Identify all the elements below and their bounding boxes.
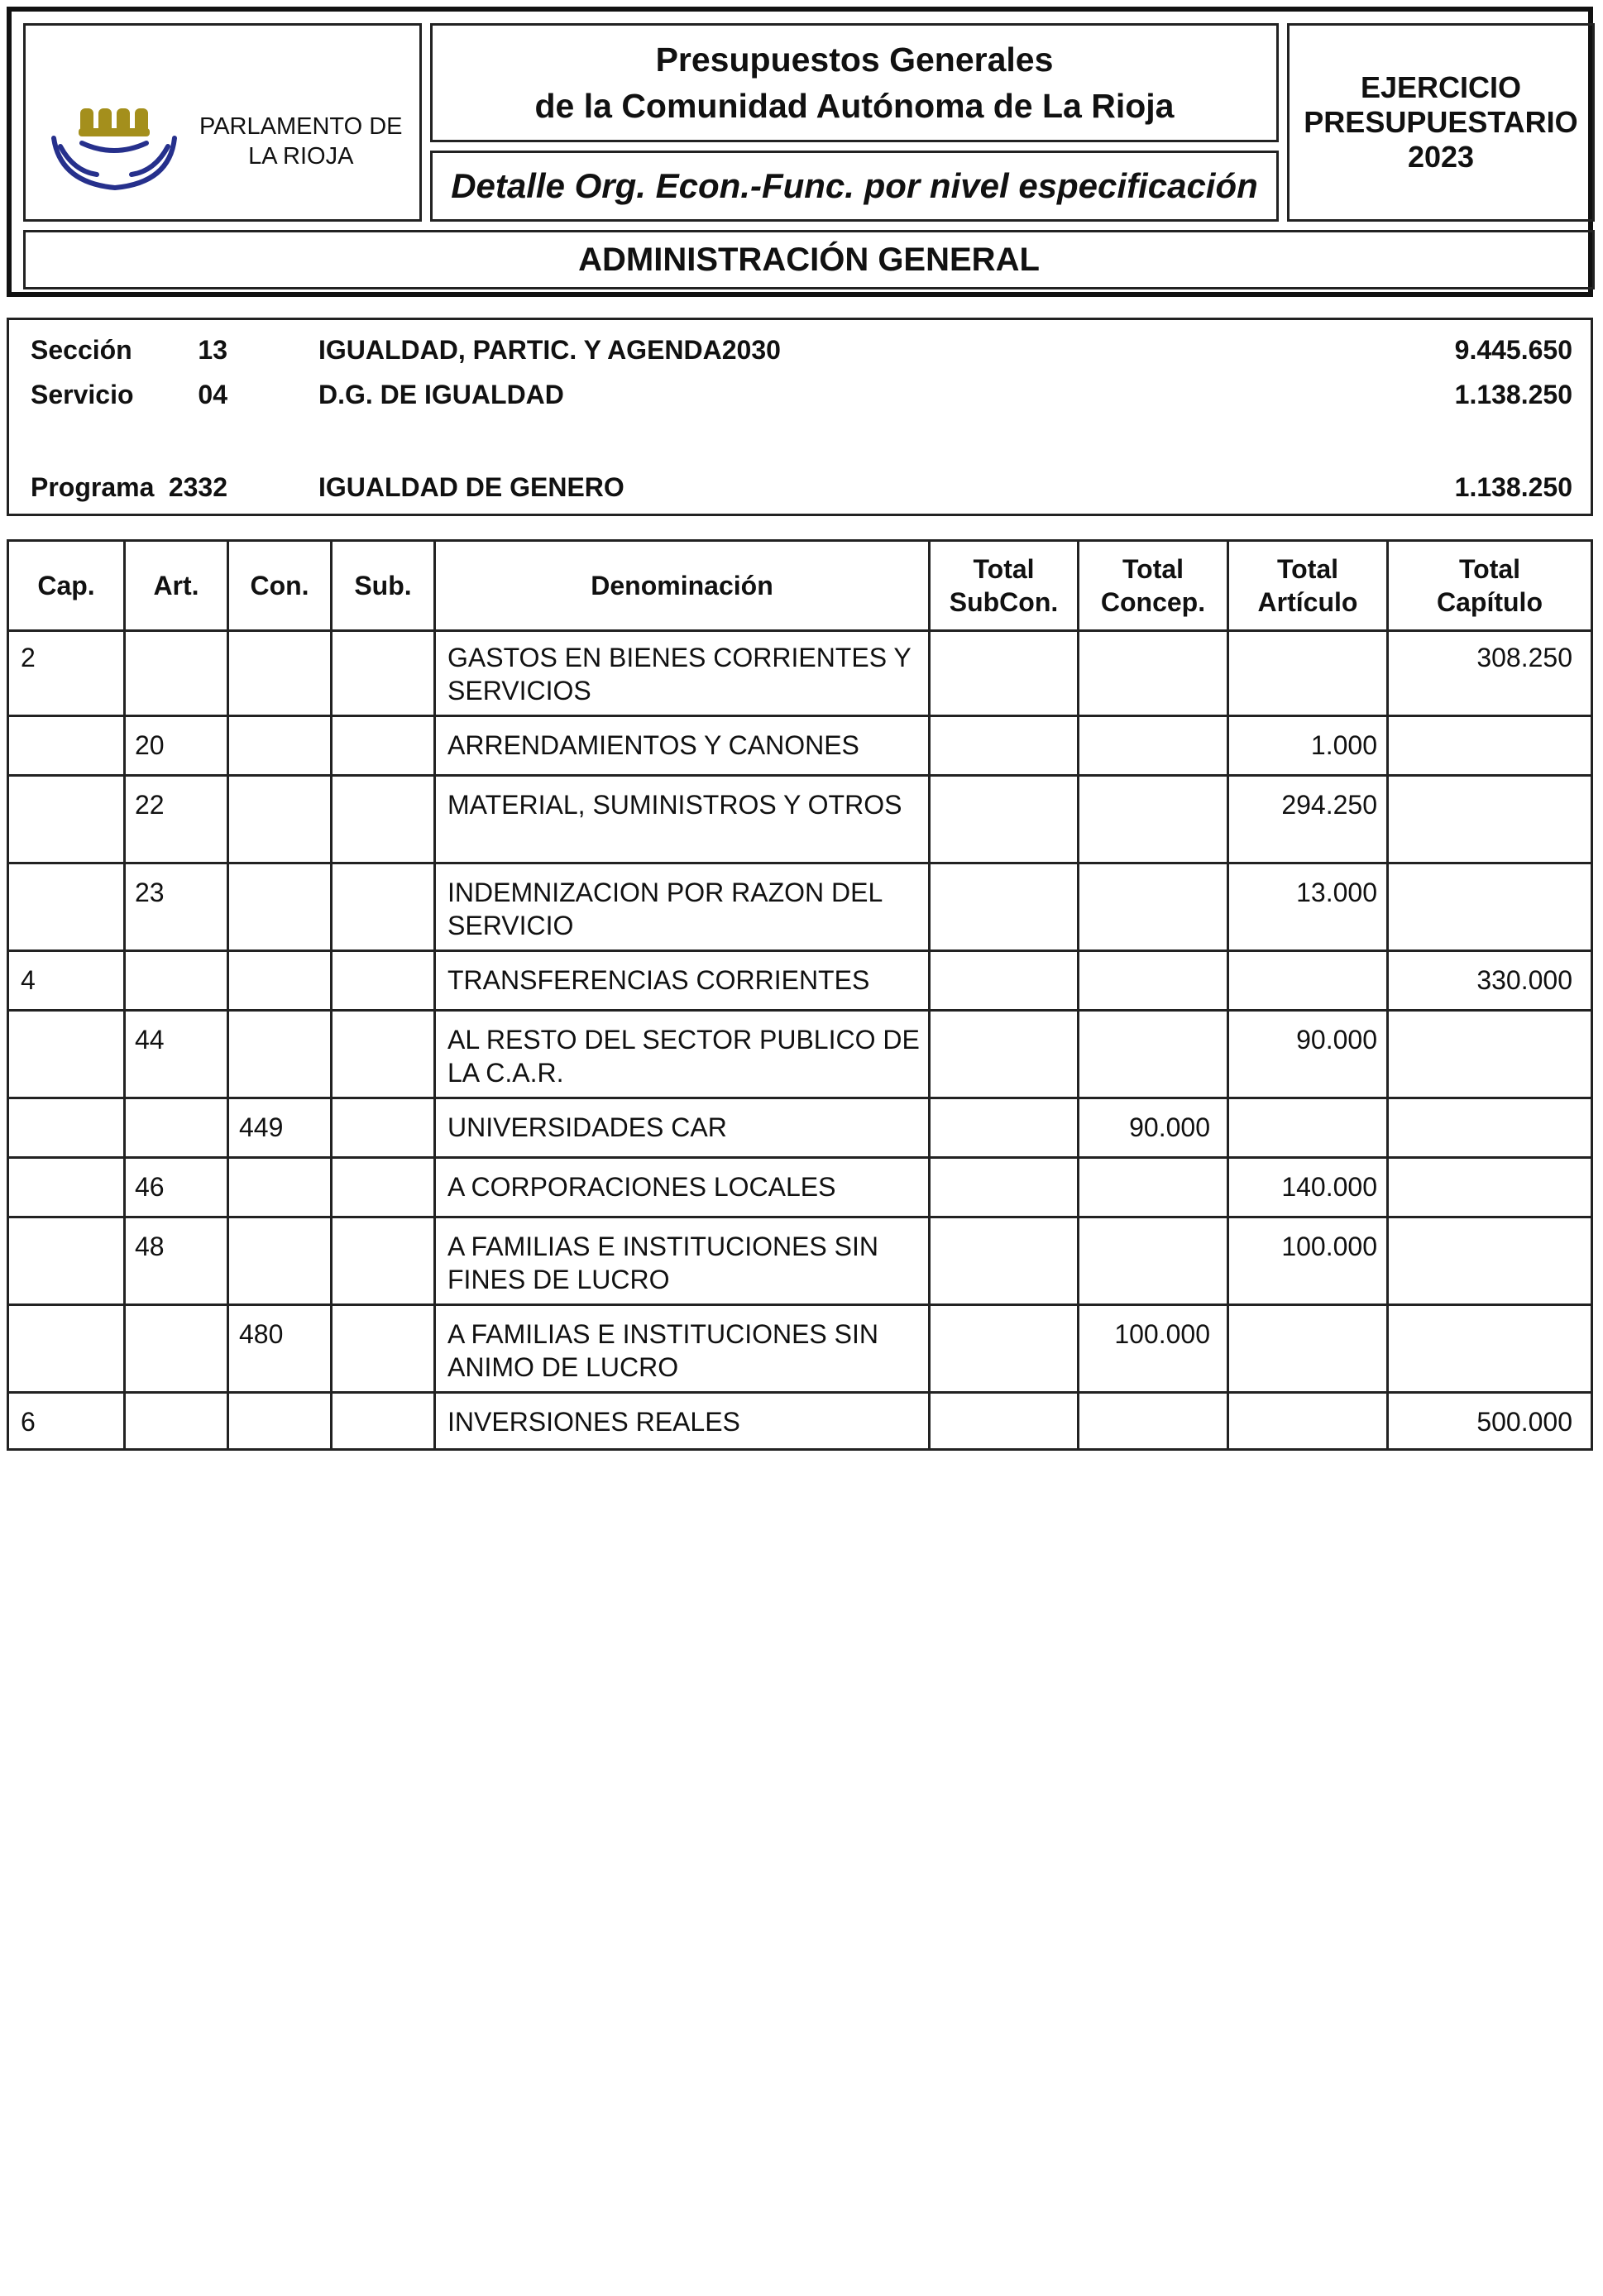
table-row <box>9 717 1591 777</box>
cell-denominacion: TRANSFERENCIAS CORRIENTES <box>447 965 870 995</box>
logo-text-line1: PARLAMENTO DE <box>199 113 403 140</box>
parliament-logo <box>49 88 198 196</box>
cell-art: 20 <box>135 730 165 760</box>
header-cap: Cap. <box>37 571 95 600</box>
header-total-articulo-line2: Artículo <box>1257 587 1358 617</box>
year-line1: EJERCICIO <box>1360 70 1522 104</box>
cell-cap: 2 <box>21 643 36 672</box>
title-box <box>430 23 1279 142</box>
table-row <box>9 1012 1591 1099</box>
cell-art: 46 <box>135 1172 165 1202</box>
table-row <box>9 1159 1591 1218</box>
cell-denominacion: A FAMILIAS E INSTITUCIONES SIN ANIMO DE LUCRO <box>447 1319 878 1382</box>
cell-total-articulo: 90.000 <box>1296 1025 1377 1055</box>
title-line1: Presupuestos Generales <box>655 41 1054 79</box>
table-row <box>9 952 1591 1012</box>
header-total-capitulo-line2: Capítulo <box>1437 587 1543 617</box>
servicio-name: D.G. DE IGUALDAD <box>318 380 564 409</box>
cell-art: 48 <box>135 1232 165 1261</box>
table-row <box>9 1306 1591 1394</box>
servicio-label: Servicio <box>31 380 134 409</box>
header-total-concep <box>1079 542 1227 629</box>
table-header <box>9 542 1591 632</box>
cell-denominacion: INDEMNIZACION POR RAZON DEL SERVICIO <box>447 878 883 940</box>
cell-denominacion: A FAMILIAS E INSTITUCIONES SIN FINES DE LUCRO <box>447 1232 878 1294</box>
admin-title: ADMINISTRACIÓN GENERAL <box>23 230 1595 289</box>
table-row <box>9 1218 1591 1306</box>
cell-total-articulo: 1.000 <box>1310 730 1377 760</box>
cell-total-articulo: 140.000 <box>1281 1172 1377 1202</box>
title-line2: de la Comunidad Autónoma de La Rioja <box>534 87 1175 125</box>
header-total-subcon <box>931 542 1077 629</box>
seccion-code: 13 <box>198 335 227 365</box>
cell-denominacion: AL RESTO DEL SECTOR PUBLICO DE LA C.A.R. <box>447 1025 920 1088</box>
cell-art: 23 <box>135 878 165 907</box>
cell-total-articulo: 294.250 <box>1281 790 1377 820</box>
header-total-articulo-line1: Total <box>1276 554 1339 584</box>
logo-text <box>199 112 402 171</box>
table-row <box>9 864 1591 952</box>
programa-name: IGUALDAD DE GENERO <box>318 472 624 502</box>
cell-con: 449 <box>239 1112 284 1142</box>
subtitle: Detalle Org. Econ.-Func. por nivel especificación <box>430 151 1279 222</box>
header-sub: Sub. <box>354 571 412 600</box>
info-panel <box>7 318 1593 516</box>
cell-denominacion: MATERIAL, SUMINISTROS Y OTROS <box>447 790 902 820</box>
cell-cap: 6 <box>21 1407 36 1437</box>
cell-total-articulo: 100.000 <box>1281 1232 1377 1261</box>
cell-con: 480 <box>239 1319 284 1349</box>
table-row <box>9 1099 1591 1159</box>
budget-table <box>7 539 1593 1451</box>
servicio-code: 04 <box>198 380 227 409</box>
header-total-articulo <box>1229 542 1386 629</box>
header-total-subcon-line1: Total <box>973 554 1035 584</box>
cell-total-capitulo: 500.000 <box>1476 1407 1572 1437</box>
header-total-concep-line2: Concep. <box>1100 587 1206 617</box>
cell-denominacion: INVERSIONES REALES <box>447 1407 740 1437</box>
header-total-capitulo-line1: Total <box>1458 554 1521 584</box>
cell-denominacion: UNIVERSIDADES CAR <box>447 1112 727 1142</box>
cell-denominacion: ARRENDAMIENTOS Y CANONES <box>447 730 859 760</box>
cell-denominacion: A CORPORACIONES LOCALES <box>447 1172 836 1202</box>
year-line3: 2023 <box>1407 140 1475 174</box>
seccion-name: IGUALDAD, PARTIC. Y AGENDA2030 <box>318 335 781 365</box>
table-row <box>9 1394 1591 1448</box>
programa-row <box>9 472 1591 505</box>
cell-total-capitulo: 308.250 <box>1476 643 1572 672</box>
document-header <box>7 7 1593 297</box>
programa-code: 2332 <box>168 472 227 502</box>
cell-total-concepto: 100.000 <box>1114 1319 1210 1349</box>
year-box <box>1287 23 1595 222</box>
header-con: Con. <box>250 571 309 600</box>
cell-total-articulo: 13.000 <box>1296 878 1377 907</box>
logo-box <box>23 23 422 222</box>
servicio-row <box>9 380 1591 413</box>
header-total-subcon-line2: SubCon. <box>949 587 1059 617</box>
seccion-label: Sección <box>31 335 132 365</box>
table-row <box>9 629 1591 717</box>
servicio-amount: 1.138.250 <box>1454 380 1572 409</box>
table-row <box>9 777 1591 864</box>
seccion-amount: 9.445.650 <box>1454 335 1572 365</box>
logo-text-line2: LA RIOJA <box>248 143 354 170</box>
seccion-row <box>9 335 1591 368</box>
programa-label: Programa <box>31 472 155 502</box>
header-total-concep-line1: Total <box>1122 554 1184 584</box>
cell-cap: 4 <box>21 965 36 995</box>
header-art: Art. <box>153 571 199 600</box>
programa-amount: 1.138.250 <box>1454 472 1572 502</box>
year-line2: PRESUPUESTARIO <box>1304 105 1578 139</box>
cell-art: 44 <box>135 1025 165 1055</box>
cell-total-concepto: 90.000 <box>1129 1112 1210 1142</box>
cell-art: 22 <box>135 790 165 820</box>
header-total-capitulo <box>1389 542 1591 629</box>
cell-denominacion: GASTOS EN BIENES CORRIENTES Y SERVICIOS <box>447 643 912 706</box>
header-denominacion: Denominación <box>591 571 773 600</box>
cell-total-capitulo: 330.000 <box>1476 965 1572 995</box>
